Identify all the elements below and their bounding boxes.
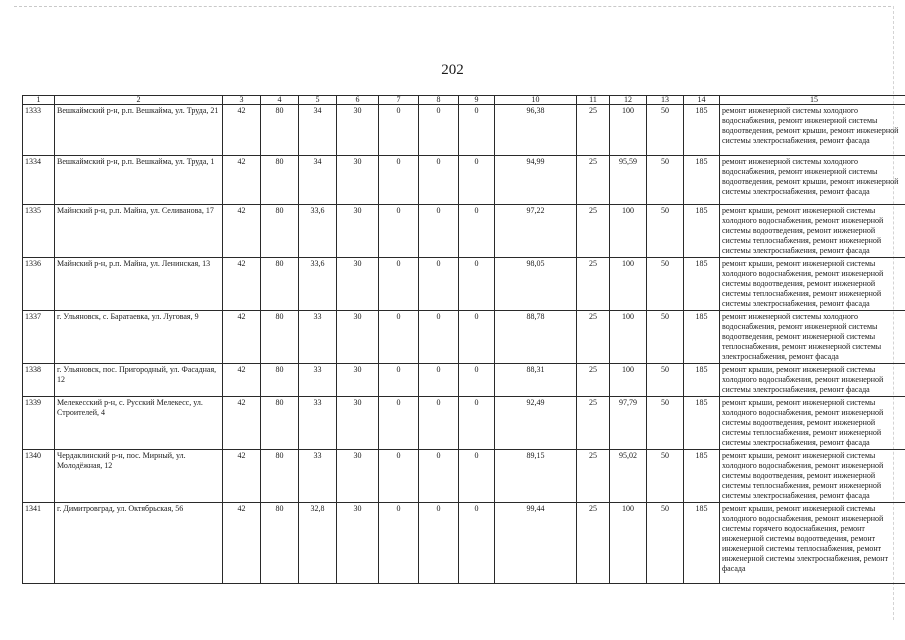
- col14-cell: 185: [684, 156, 720, 205]
- table-row: [23, 503, 905, 584]
- col4-cell: 80: [261, 503, 299, 584]
- col14-cell: 185: [684, 450, 720, 503]
- col7-cell: 0: [379, 258, 419, 311]
- col6-cell: 30: [337, 503, 379, 584]
- address-cell: Майнский р-н, р.п. Майна, ул. Ленинская, 13: [55, 258, 223, 311]
- col5-cell: 32,8: [299, 503, 337, 584]
- col9-cell: 0: [459, 105, 495, 156]
- col6-cell: 30: [337, 311, 379, 364]
- works-cell: ремонт инженерной системы холодного водоснабжения, ремонт инженерной системы водоотведения, ремонт крыши, ремонт инженерной системы электроснабжения, ремонт фасада: [720, 105, 905, 156]
- column-header: 8: [419, 96, 459, 105]
- col10-cell: 88,78: [495, 311, 577, 364]
- table-row: [23, 311, 905, 364]
- col4-cell: 80: [261, 397, 299, 450]
- col3-cell: 42: [223, 397, 261, 450]
- col3-cell: 42: [223, 450, 261, 503]
- column-header: 10: [495, 96, 577, 105]
- page-number: 202: [441, 62, 464, 78]
- column-header: 12: [610, 96, 647, 105]
- col8-cell: 0: [419, 503, 459, 584]
- col4-cell: 80: [261, 205, 299, 258]
- col13-cell: 50: [647, 311, 684, 364]
- col5-cell: 33: [299, 364, 337, 397]
- address-cell: г. Димитровград, ул. Октябрьская, 56: [55, 503, 223, 584]
- col6-cell: 30: [337, 205, 379, 258]
- col10-cell: 94,99: [495, 156, 577, 205]
- row-number: 1336: [23, 258, 55, 311]
- col14-cell: 185: [684, 397, 720, 450]
- works-cell: ремонт крыши, ремонт инженерной системы холодного водоснабжения, ремонт инженерной системы водоотведения, ремонт инженерной системы теплоснабжения, ремонт инженерной системы электроснабжения, ремонт фасада: [720, 205, 905, 258]
- works-cell: ремонт крыши, ремонт инженерной системы холодного водоснабжения, ремонт инженерной системы водоотведения, ремонт инженерной системы теплоснабжения, ремонт инженерной системы электроснабжения, ремонт фасада: [720, 450, 905, 503]
- col9-cell: 0: [459, 156, 495, 205]
- col7-cell: 0: [379, 364, 419, 397]
- col13-cell: 50: [647, 205, 684, 258]
- column-header: 1: [23, 96, 55, 105]
- works-cell: ремонт крыши, ремонт инженерной системы холодного водоснабжения, ремонт инженерной системы электроснабжения, ремонт фасада: [720, 364, 905, 397]
- col7-cell: 0: [379, 205, 419, 258]
- col10-cell: 89,15: [495, 450, 577, 503]
- col5-cell: 34: [299, 156, 337, 205]
- row-number: 1334: [23, 156, 55, 205]
- row-number: 1339: [23, 397, 55, 450]
- col11-cell: 25: [577, 397, 610, 450]
- col12-cell: 100: [610, 364, 647, 397]
- col7-cell: 0: [379, 397, 419, 450]
- col3-cell: 42: [223, 503, 261, 584]
- works-cell: ремонт крыши, ремонт инженерной системы холодного водоснабжения, ремонт инженерной системы водоотведения, ремонт инженерной системы теплоснабжения, ремонт инженерной системы электроснабжения, ремонт фасада: [720, 258, 905, 311]
- col14-cell: 185: [684, 258, 720, 311]
- row-number: 1338: [23, 364, 55, 397]
- col9-cell: 0: [459, 364, 495, 397]
- col13-cell: 50: [647, 105, 684, 156]
- col7-cell: 0: [379, 503, 419, 584]
- col3-cell: 42: [223, 364, 261, 397]
- col4-cell: 80: [261, 156, 299, 205]
- address-cell: Вешкаймский р-н, р.п. Вешкайма, ул. Труда, 1: [55, 156, 223, 205]
- col5-cell: 33: [299, 397, 337, 450]
- address-cell: Вешкаймский р-н, р.п. Вешкайма, ул. Труда, 21: [55, 105, 223, 156]
- table-row: [23, 156, 905, 205]
- column-header: 4: [261, 96, 299, 105]
- col4-cell: 80: [261, 450, 299, 503]
- table-row: [23, 205, 905, 258]
- col14-cell: 185: [684, 503, 720, 584]
- col5-cell: 34: [299, 105, 337, 156]
- col8-cell: 0: [419, 205, 459, 258]
- works-cell: ремонт крыши, ремонт инженерной системы холодного водоснабжения, ремонт инженерной системы водоотведения, ремонт инженерной системы теплоснабжения, ремонт инженерной системы электроснабжения, ремонт фасада: [720, 397, 905, 450]
- column-header: 3: [223, 96, 261, 105]
- registry-table: [22, 95, 905, 584]
- col7-cell: 0: [379, 105, 419, 156]
- row-number: 1335: [23, 205, 55, 258]
- address-cell: г. Ульяновск, с. Баратаевка, ул. Луговая, 9: [55, 311, 223, 364]
- col4-cell: 80: [261, 364, 299, 397]
- column-header: 11: [577, 96, 610, 105]
- col13-cell: 50: [647, 503, 684, 584]
- col9-cell: 0: [459, 397, 495, 450]
- col12-cell: 100: [610, 311, 647, 364]
- col8-cell: 0: [419, 105, 459, 156]
- address-cell: Майнский р-н, р.п. Майна, ул. Селиванова, 17: [55, 205, 223, 258]
- table-row: [23, 450, 905, 503]
- col10-cell: 92,49: [495, 397, 577, 450]
- col10-cell: 97,22: [495, 205, 577, 258]
- col3-cell: 42: [223, 105, 261, 156]
- col9-cell: 0: [459, 205, 495, 258]
- col12-cell: 100: [610, 105, 647, 156]
- col13-cell: 50: [647, 364, 684, 397]
- col13-cell: 50: [647, 156, 684, 205]
- col14-cell: 185: [684, 105, 720, 156]
- column-header: 2: [55, 96, 223, 105]
- col8-cell: 0: [419, 397, 459, 450]
- col13-cell: 50: [647, 397, 684, 450]
- column-header: 6: [337, 96, 379, 105]
- col3-cell: 42: [223, 258, 261, 311]
- col5-cell: 33: [299, 311, 337, 364]
- col12-cell: 95,59: [610, 156, 647, 205]
- col3-cell: 42: [223, 205, 261, 258]
- col12-cell: 100: [610, 258, 647, 311]
- col9-cell: 0: [459, 258, 495, 311]
- col5-cell: 33,6: [299, 258, 337, 311]
- col6-cell: 30: [337, 156, 379, 205]
- col3-cell: 42: [223, 311, 261, 364]
- table-row: [23, 105, 905, 156]
- col5-cell: 33,6: [299, 205, 337, 258]
- col12-cell: 100: [610, 503, 647, 584]
- col6-cell: 30: [337, 364, 379, 397]
- works-cell: ремонт крыши, ремонт инженерной системы холодного водоснабжения, ремонт инженерной системы горячего водоснабжения, ремонт инженерной системы водоотведения, ремонт инженерной системы теплоснабжения, ремонт инженерной системы электроснабжения, ремонт фасада: [720, 503, 905, 584]
- address-cell: г. Ульяновск, пос. Пригородный, ул. Фасадная, 12: [55, 364, 223, 397]
- col3-cell: 42: [223, 156, 261, 205]
- col13-cell: 50: [647, 258, 684, 311]
- col11-cell: 25: [577, 258, 610, 311]
- column-header: 5: [299, 96, 337, 105]
- col9-cell: 0: [459, 311, 495, 364]
- col7-cell: 0: [379, 156, 419, 205]
- row-number: 1337: [23, 311, 55, 364]
- row-number: 1333: [23, 105, 55, 156]
- col4-cell: 80: [261, 105, 299, 156]
- column-header: 14: [684, 96, 720, 105]
- table-row: [23, 258, 905, 311]
- address-cell: Чердаклинский р-н, пос. Мирный, ул. Молодёжная, 12: [55, 450, 223, 503]
- works-cell: ремонт инженерной системы холодного водоснабжения, ремонт инженерной системы водоотведения, ремонт инженерной системы теплоснабжения, ремонт инженерной системы электроснабжения, ремонт фасада: [720, 311, 905, 364]
- col7-cell: 0: [379, 311, 419, 364]
- row-number: 1340: [23, 450, 55, 503]
- column-header: 7: [379, 96, 419, 105]
- col11-cell: 25: [577, 205, 610, 258]
- column-number-row: [23, 96, 905, 105]
- column-header: 13: [647, 96, 684, 105]
- col14-cell: 185: [684, 364, 720, 397]
- col8-cell: 0: [419, 258, 459, 311]
- col11-cell: 25: [577, 105, 610, 156]
- col8-cell: 0: [419, 311, 459, 364]
- col7-cell: 0: [379, 450, 419, 503]
- col10-cell: 99,44: [495, 503, 577, 584]
- col14-cell: 185: [684, 311, 720, 364]
- col6-cell: 30: [337, 397, 379, 450]
- col12-cell: 100: [610, 205, 647, 258]
- col12-cell: 95,02: [610, 450, 647, 503]
- col13-cell: 50: [647, 450, 684, 503]
- scan-top-edge: [14, 6, 891, 8]
- col10-cell: 96,38: [495, 105, 577, 156]
- row-number: 1341: [23, 503, 55, 584]
- col8-cell: 0: [419, 364, 459, 397]
- col9-cell: 0: [459, 503, 495, 584]
- col4-cell: 80: [261, 311, 299, 364]
- col8-cell: 0: [419, 156, 459, 205]
- col9-cell: 0: [459, 450, 495, 503]
- col11-cell: 25: [577, 503, 610, 584]
- col11-cell: 25: [577, 450, 610, 503]
- col11-cell: 25: [577, 364, 610, 397]
- col10-cell: 88,31: [495, 364, 577, 397]
- col6-cell: 30: [337, 105, 379, 156]
- col11-cell: 25: [577, 156, 610, 205]
- col10-cell: 98,05: [495, 258, 577, 311]
- works-cell: ремонт инженерной системы холодного водоснабжения, ремонт инженерной системы водоотведения, ремонт крыши, ремонт инженерной системы электроснабжения, ремонт фасада: [720, 156, 905, 205]
- column-header: 9: [459, 96, 495, 105]
- address-cell: Мелекесский р-н, с. Русский Мелекесс, ул. Строителей, 4: [55, 397, 223, 450]
- col11-cell: 25: [577, 311, 610, 364]
- table-row: [23, 364, 905, 397]
- col6-cell: 30: [337, 450, 379, 503]
- col12-cell: 97,79: [610, 397, 647, 450]
- col6-cell: 30: [337, 258, 379, 311]
- col4-cell: 80: [261, 258, 299, 311]
- col5-cell: 33: [299, 450, 337, 503]
- column-header: 15: [720, 96, 905, 105]
- col8-cell: 0: [419, 450, 459, 503]
- table-row: [23, 397, 905, 450]
- col14-cell: 185: [684, 205, 720, 258]
